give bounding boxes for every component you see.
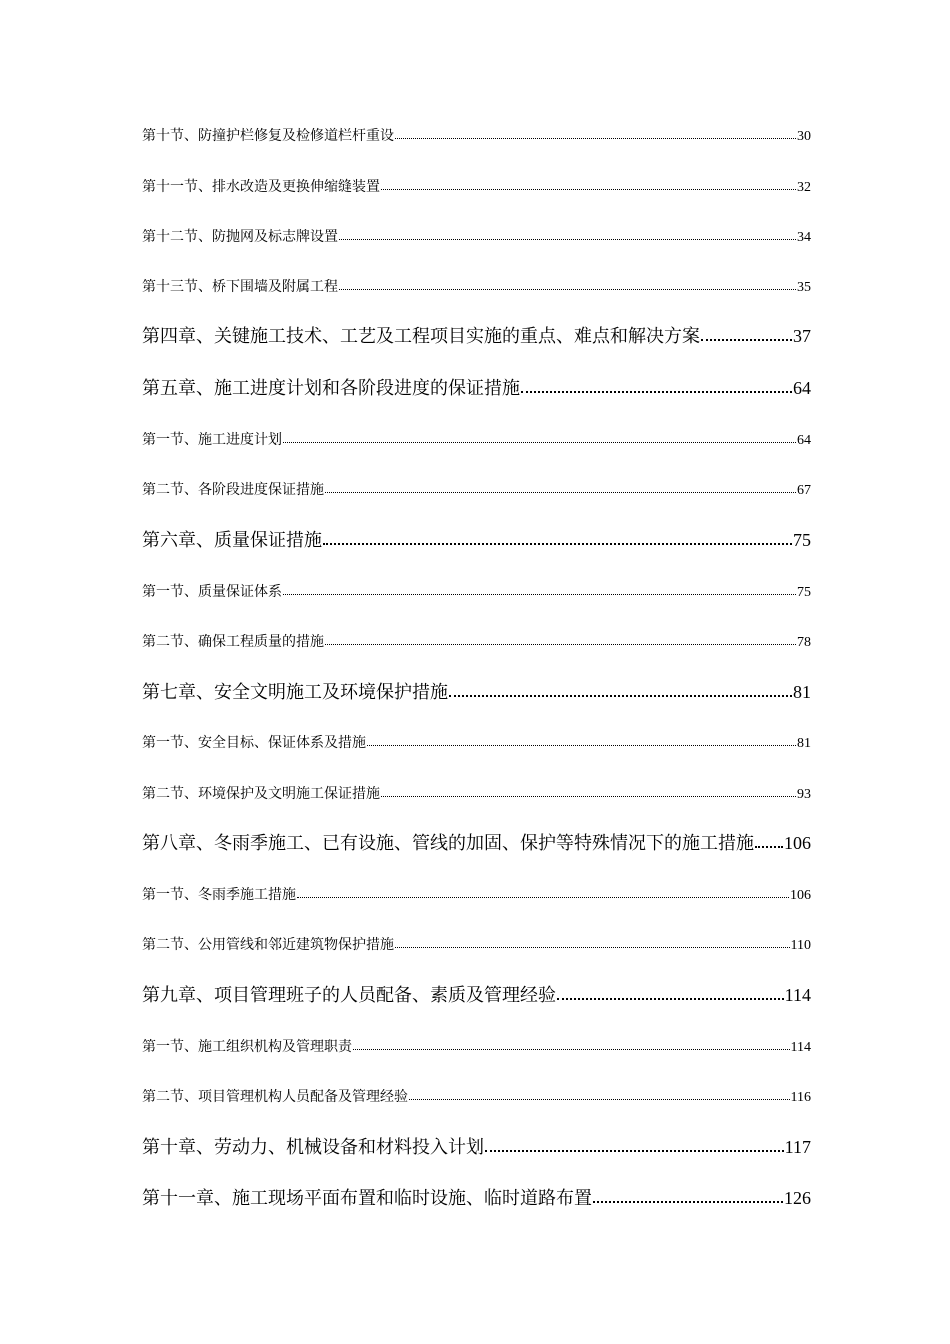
toc-leader-dots	[409, 1098, 790, 1100]
toc-entry-page: 75	[793, 530, 811, 550]
toc-entry[interactable]	[142, 227, 811, 247]
toc-entry-page: 64	[797, 433, 811, 448]
toc-entry-label: 第二节、环境保护及文明施工保证措施	[142, 786, 380, 802]
toc-leader-dots	[339, 288, 796, 290]
toc-chapter-entry[interactable]	[142, 324, 811, 348]
toc-entry-page: 34	[797, 230, 811, 245]
toc-entry-label: 第十一章、施工现场平面布置和临时设施、临时道路布置	[142, 1188, 592, 1209]
toc-entry-page: 114	[790, 1040, 811, 1055]
toc-entry[interactable]	[142, 784, 811, 804]
toc-leader-dots	[323, 542, 792, 545]
toc-entry-page: 93	[797, 787, 811, 802]
toc-leader-dots	[325, 491, 796, 493]
toc-leader-dots	[283, 593, 796, 595]
toc-entry-page: 64	[793, 378, 811, 398]
toc-entry-label: 第十三节、桥下围墙及附属工程	[142, 279, 338, 295]
toc-leader-dots	[353, 1048, 790, 1050]
toc-entry-label: 第四章、关键施工技术、工艺及工程项目实施的重点、难点和解决方案	[142, 326, 700, 347]
toc-entry-label: 第二节、项目管理机构人员配备及管理经验	[142, 1089, 408, 1105]
toc-entry-label: 第七章、安全文明施工及环境保护措施	[142, 682, 448, 703]
toc-entry-page: 30	[797, 129, 811, 144]
toc-entry-label: 第二节、各阶段进度保证措施	[142, 482, 324, 498]
toc-entry-label: 第二节、公用管线和邻近建筑物保护措施	[142, 937, 394, 953]
toc-entry-label: 第十一节、排水改造及更换伸缩缝装置	[142, 179, 380, 195]
toc-entry-label: 第一节、质量保证体系	[142, 584, 282, 600]
toc-entry-label: 第二节、确保工程质量的措施	[142, 634, 324, 650]
toc-entry-label: 第一节、施工组织机构及管理职责	[142, 1039, 352, 1055]
toc-leader-dots	[449, 694, 792, 697]
toc-chapter-entry[interactable]	[142, 376, 811, 400]
toc-entry[interactable]	[142, 885, 811, 905]
toc-entry-page: 67	[797, 483, 811, 498]
toc-chapter-entry[interactable]	[142, 680, 811, 704]
toc-entry-page: 81	[797, 736, 811, 751]
toc-entry-label: 第八章、冬雨季施工、已有设施、管线的加固、保护等特殊情况下的施工措施	[142, 833, 754, 854]
toc-chapter-entry[interactable]	[142, 983, 811, 1007]
toc-entry[interactable]	[142, 480, 811, 500]
toc-leader-dots	[701, 338, 792, 341]
toc-leader-dots	[381, 795, 796, 797]
toc-chapter-entry[interactable]	[142, 528, 811, 552]
toc-leader-dots	[755, 845, 783, 848]
toc-entry[interactable]	[142, 632, 811, 652]
toc-leader-dots	[297, 896, 789, 898]
toc-entry-page: 126	[784, 1188, 811, 1208]
toc-entry-label: 第十节、防撞护栏修复及检修道栏杆重设	[142, 128, 394, 144]
toc-entry[interactable]	[142, 126, 811, 146]
toc-entry-page: 117	[784, 1137, 811, 1157]
toc-leader-dots	[339, 238, 796, 240]
toc-chapter-entry[interactable]	[142, 831, 811, 855]
toc-entry-page: 75	[797, 585, 811, 600]
toc-entry[interactable]	[142, 430, 811, 450]
toc-entry-page: 106	[790, 888, 811, 903]
toc-entry[interactable]	[142, 733, 811, 753]
toc-entry[interactable]	[142, 582, 811, 602]
toc-entry-page: 116	[790, 1090, 811, 1105]
toc-entry-label: 第一节、冬雨季施工措施	[142, 887, 296, 903]
toc-entry-label: 第六章、质量保证措施	[142, 530, 322, 551]
toc-entry-label: 第五章、施工进度计划和各阶段进度的保证措施	[142, 378, 520, 399]
toc-leader-dots	[557, 997, 784, 1000]
toc-entry[interactable]	[142, 935, 811, 955]
toc-entry[interactable]	[142, 177, 811, 197]
toc-entry[interactable]	[142, 1087, 811, 1107]
toc-leader-dots	[521, 390, 792, 393]
toc-entry-label: 第十二节、防抛网及标志牌设置	[142, 229, 338, 245]
toc-entry-page: 110	[790, 938, 811, 953]
toc-entry-page: 81	[793, 682, 811, 702]
toc-entry-page: 35	[797, 280, 811, 295]
toc-entry-label: 第一节、施工进度计划	[142, 432, 282, 448]
toc-entry-page: 37	[793, 326, 811, 346]
toc-leader-dots	[395, 137, 796, 139]
toc-leader-dots	[325, 643, 796, 645]
toc-entry-page: 32	[797, 180, 811, 195]
toc-leader-dots	[381, 188, 796, 190]
toc-entry-label: 第一节、安全目标、保证体系及措施	[142, 735, 366, 751]
toc-entry-label: 第十章、劳动力、机械设备和材料投入计划	[142, 1137, 484, 1158]
toc-entry-page: 78	[797, 635, 811, 650]
toc-leader-dots	[283, 441, 796, 443]
toc-chapter-entry[interactable]	[142, 1135, 811, 1159]
toc-leader-dots	[593, 1200, 783, 1203]
toc-entry-label: 第九章、项目管理班子的人员配备、素质及管理经验	[142, 985, 556, 1006]
toc-entry[interactable]	[142, 1037, 811, 1057]
toc-leader-dots	[367, 744, 796, 746]
toc-entry[interactable]	[142, 277, 811, 297]
toc-chapter-entry[interactable]	[142, 1186, 811, 1210]
toc-leader-dots	[395, 946, 790, 948]
toc-entry-page: 114	[784, 985, 811, 1005]
toc-leader-dots	[485, 1149, 784, 1152]
toc-entry-page: 106	[784, 833, 811, 853]
